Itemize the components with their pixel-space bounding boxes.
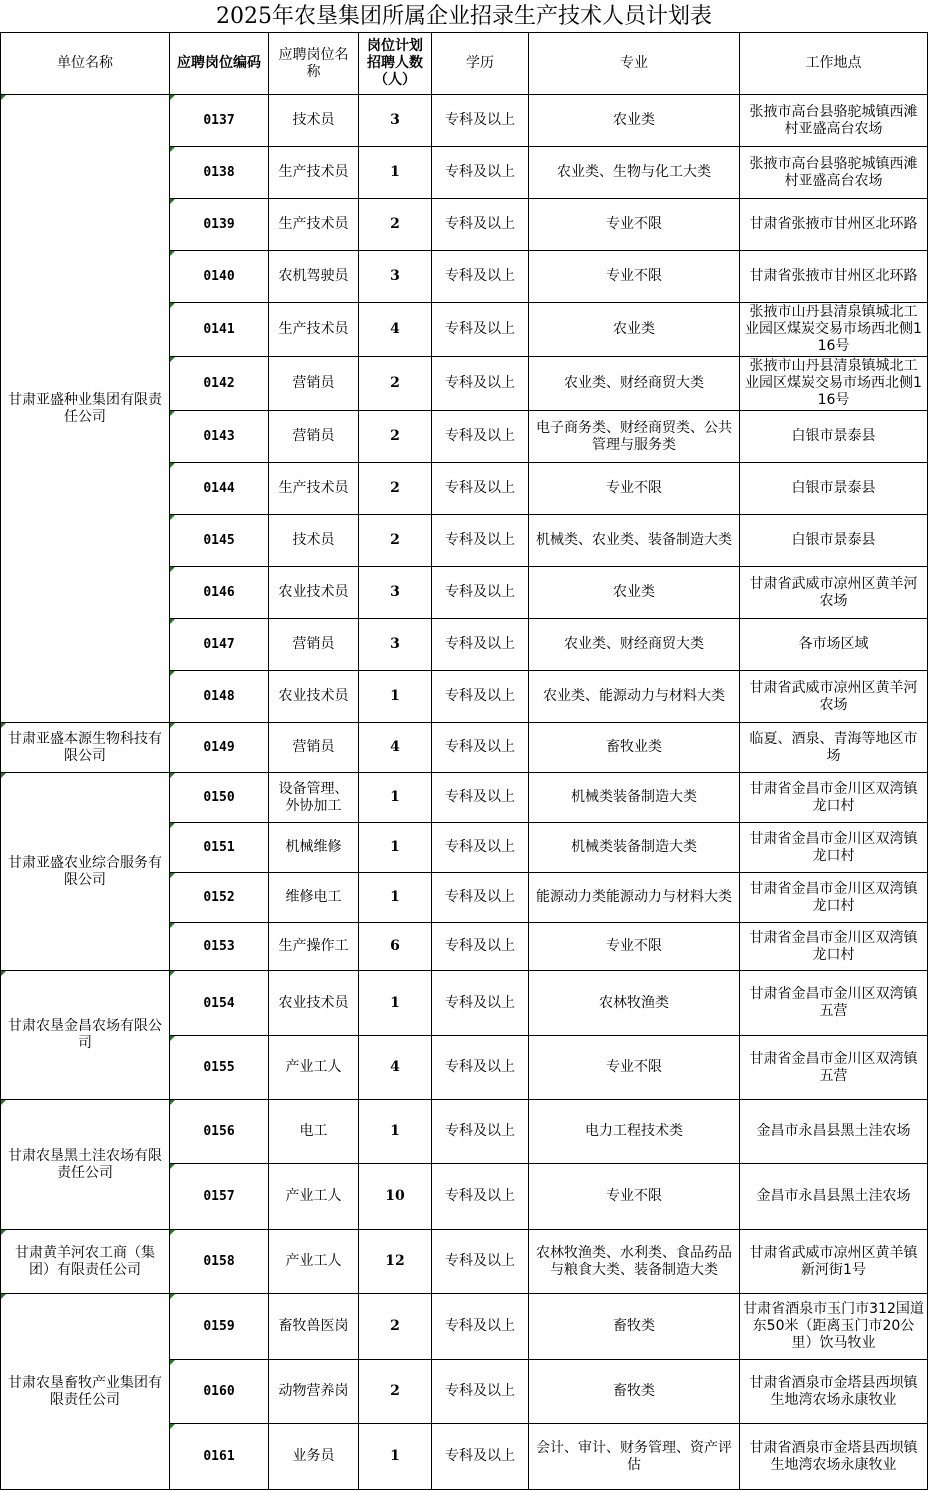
table-body: [1, 95, 928, 1490]
position-name-cell: 生产技术员: [269, 303, 359, 357]
education-cell: 专科及以上: [432, 199, 529, 251]
header-code: 应聘岗位编码: [170, 33, 269, 95]
headcount-cell: 10: [359, 1164, 432, 1230]
position-code-cell: 0152: [170, 873, 269, 923]
position-name-cell: 营销员: [269, 411, 359, 463]
position-name-cell: 营销员: [269, 357, 359, 411]
headcount-cell: 1: [359, 147, 432, 199]
headcount-cell: 3: [359, 567, 432, 619]
major-cell: 农业类: [529, 303, 740, 357]
location-cell: 甘肃省张掖市甘州区北环路: [740, 199, 928, 251]
position-code-cell: 0148: [170, 671, 269, 723]
header-unit: 单位名称: [1, 33, 170, 95]
position-code-cell: 0160: [170, 1360, 269, 1424]
major-cell: 机械类装备制造大类: [529, 773, 740, 823]
location-cell: 甘肃省金昌市金川区双湾镇龙口村: [740, 923, 928, 971]
location-cell: 白银市景泰县: [740, 515, 928, 567]
unit-name-cell: 甘肃亚盛农业综合服务有限公司: [1, 773, 170, 971]
unit-name-cell: 甘肃农垦黑土洼农场有限责任公司: [1, 1100, 170, 1230]
table-row: [1, 1100, 928, 1164]
position-code-cell: 0159: [170, 1294, 269, 1360]
location-cell: 张掖市山丹县清泉镇城北工业园区煤炭交易市场西北侧116号: [740, 303, 928, 357]
position-code-cell: 0155: [170, 1036, 269, 1100]
location-cell: 张掖市高台县骆驼城镇西滩村亚盛高台农场: [740, 147, 928, 199]
recruitment-table: [0, 32, 928, 1490]
table-row: [1, 773, 928, 823]
location-cell: 甘肃省金昌市金川区双湾镇龙口村: [740, 773, 928, 823]
major-cell: 农业类: [529, 567, 740, 619]
education-cell: 专科及以上: [432, 147, 529, 199]
location-cell: 甘肃省武威市凉州区黄羊河农场: [740, 671, 928, 723]
position-code-cell: 0144: [170, 463, 269, 515]
position-code-cell: 0146: [170, 567, 269, 619]
position-code-cell: 0147: [170, 619, 269, 671]
headcount-cell: 12: [359, 1230, 432, 1294]
major-cell: 农业类、财经商贸大类: [529, 619, 740, 671]
major-cell: 专业不限: [529, 1036, 740, 1100]
position-name-cell: 动物营养岗: [269, 1360, 359, 1424]
position-name-cell: 农机驾驶员: [269, 251, 359, 303]
unit-name-cell: 甘肃黄羊河农工商（集团）有限责任公司: [1, 1230, 170, 1294]
position-code-cell: 0141: [170, 303, 269, 357]
education-cell: 专科及以上: [432, 411, 529, 463]
major-cell: 农业类: [529, 95, 740, 147]
headcount-cell: 1: [359, 1424, 432, 1490]
position-name-cell: 畜牧兽医岗: [269, 1294, 359, 1360]
header-post: 应聘岗位名称: [269, 33, 359, 95]
headcount-cell: 2: [359, 199, 432, 251]
position-code-cell: 0140: [170, 251, 269, 303]
position-code-cell: 0154: [170, 971, 269, 1036]
education-cell: 专科及以上: [432, 923, 529, 971]
header-major: 专业: [529, 33, 740, 95]
position-code-cell: 0153: [170, 923, 269, 971]
education-cell: 专科及以上: [432, 619, 529, 671]
major-cell: 畜牧业类: [529, 723, 740, 773]
position-name-cell: 农业技术员: [269, 971, 359, 1036]
headcount-cell: 2: [359, 515, 432, 567]
education-cell: 专科及以上: [432, 1230, 529, 1294]
location-cell: 张掖市高台县骆驼城镇西滩村亚盛高台农场: [740, 95, 928, 147]
headcount-cell: 1: [359, 773, 432, 823]
major-cell: 农业类、能源动力与材料大类: [529, 671, 740, 723]
major-cell: 会计、审计、财务管理、资产评估: [529, 1424, 740, 1490]
headcount-cell: 4: [359, 303, 432, 357]
location-cell: 甘肃省武威市凉州区黄羊河农场: [740, 567, 928, 619]
position-name-cell: 营销员: [269, 619, 359, 671]
table-row: [1, 723, 928, 773]
header-count: 岗位计划招聘人数（人）: [359, 33, 432, 95]
location-cell: 临夏、酒泉、青海等地区市场: [740, 723, 928, 773]
position-code-cell: 0137: [170, 95, 269, 147]
header-education: 学历: [432, 33, 529, 95]
major-cell: 农业类、财经商贸大类: [529, 357, 740, 411]
position-name-cell: 技术员: [269, 95, 359, 147]
position-name-cell: 产业工人: [269, 1036, 359, 1100]
headcount-cell: 2: [359, 1360, 432, 1424]
position-name-cell: 产业工人: [269, 1230, 359, 1294]
position-name-cell: 维修电工: [269, 873, 359, 923]
position-code-cell: 0157: [170, 1164, 269, 1230]
headcount-cell: 1: [359, 823, 432, 873]
major-cell: 专业不限: [529, 251, 740, 303]
major-cell: 机械类装备制造大类: [529, 823, 740, 873]
education-cell: 专科及以上: [432, 1100, 529, 1164]
position-code-cell: 0150: [170, 773, 269, 823]
table-row: [1, 971, 928, 1036]
education-cell: 专科及以上: [432, 1294, 529, 1360]
headcount-cell: 3: [359, 95, 432, 147]
headcount-cell: 4: [359, 723, 432, 773]
location-cell: 甘肃省金昌市金川区双湾镇五营: [740, 1036, 928, 1100]
education-cell: 专科及以上: [432, 567, 529, 619]
unit-name-cell: 甘肃亚盛本源生物科技有限公司: [1, 723, 170, 773]
major-cell: 农林牧渔类: [529, 971, 740, 1036]
position-code-cell: 0138: [170, 147, 269, 199]
location-cell: 张掖市山丹县清泉镇城北工业园区煤炭交易市场西北侧116号: [740, 357, 928, 411]
unit-name-cell: 甘肃农垦畜牧产业集团有限责任公司: [1, 1294, 170, 1490]
headcount-cell: 6: [359, 923, 432, 971]
position-code-cell: 0161: [170, 1424, 269, 1490]
position-name-cell: 技术员: [269, 515, 359, 567]
education-cell: 专科及以上: [432, 773, 529, 823]
table-row: [1, 1294, 928, 1360]
major-cell: 畜牧类: [529, 1294, 740, 1360]
location-cell: 金昌市永昌县黑土洼农场: [740, 1164, 928, 1230]
major-cell: 专业不限: [529, 1164, 740, 1230]
position-name-cell: 产业工人: [269, 1164, 359, 1230]
education-cell: 专科及以上: [432, 1036, 529, 1100]
major-cell: 专业不限: [529, 463, 740, 515]
headcount-cell: 2: [359, 411, 432, 463]
location-cell: 甘肃省金昌市金川区双湾镇龙口村: [740, 823, 928, 873]
location-cell: 金昌市永昌县黑土洼农场: [740, 1100, 928, 1164]
education-cell: 专科及以上: [432, 463, 529, 515]
position-name-cell: 机械维修: [269, 823, 359, 873]
location-cell: 甘肃省张掖市甘州区北环路: [740, 251, 928, 303]
education-cell: 专科及以上: [432, 357, 529, 411]
position-name-cell: 业务员: [269, 1424, 359, 1490]
education-cell: 专科及以上: [432, 1164, 529, 1230]
headcount-cell: 1: [359, 671, 432, 723]
location-cell: 甘肃省酒泉市金塔县西坝镇生地湾农场永康牧业: [740, 1424, 928, 1490]
major-cell: 能源动力类能源动力与材料大类: [529, 873, 740, 923]
position-code-cell: 0151: [170, 823, 269, 873]
major-cell: 专业不限: [529, 199, 740, 251]
header-location: 工作地点: [740, 33, 928, 95]
position-name-cell: 生产操作工: [269, 923, 359, 971]
major-cell: 农业类、生物与化工大类: [529, 147, 740, 199]
unit-name-cell: 甘肃农垦金昌农场有限公司: [1, 971, 170, 1100]
major-cell: 电力工程技术类: [529, 1100, 740, 1164]
position-name-cell: 设备管理、外协加工: [269, 773, 359, 823]
position-code-cell: 0149: [170, 723, 269, 773]
major-cell: 电子商务类、财经商贸类、公共管理与服务类: [529, 411, 740, 463]
position-code-cell: 0139: [170, 199, 269, 251]
education-cell: 专科及以上: [432, 95, 529, 147]
major-cell: 机械类、农业类、装备制造大类: [529, 515, 740, 567]
table-row: [1, 95, 928, 147]
major-cell: 农林牧渔类、水利类、食品药品与粮食大类、装备制造大类: [529, 1230, 740, 1294]
position-code-cell: 0156: [170, 1100, 269, 1164]
headcount-cell: 3: [359, 251, 432, 303]
position-code-cell: 0145: [170, 515, 269, 567]
major-cell: 畜牧类: [529, 1360, 740, 1424]
position-name-cell: 电工: [269, 1100, 359, 1164]
education-cell: 专科及以上: [432, 873, 529, 923]
headcount-cell: 1: [359, 971, 432, 1036]
headcount-cell: 2: [359, 357, 432, 411]
education-cell: 专科及以上: [432, 251, 529, 303]
location-cell: 甘肃省武威市凉州区黄羊镇新河街1号: [740, 1230, 928, 1294]
education-cell: 专科及以上: [432, 671, 529, 723]
position-code-cell: 0158: [170, 1230, 269, 1294]
unit-name-cell: 甘肃亚盛种业集团有限责任公司: [1, 95, 170, 723]
position-name-cell: 生产技术员: [269, 147, 359, 199]
location-cell: 甘肃省酒泉市金塔县西坝镇生地湾农场永康牧业: [740, 1360, 928, 1424]
table-row: [1, 1230, 928, 1294]
location-cell: 白银市景泰县: [740, 411, 928, 463]
location-cell: 甘肃省金昌市金川区双湾镇五营: [740, 971, 928, 1036]
location-cell: 白银市景泰县: [740, 463, 928, 515]
education-cell: 专科及以上: [432, 1360, 529, 1424]
headcount-cell: 3: [359, 619, 432, 671]
position-name-cell: 生产技术员: [269, 199, 359, 251]
major-cell: 专业不限: [529, 923, 740, 971]
position-name-cell: 农业技术员: [269, 567, 359, 619]
position-name-cell: 农业技术员: [269, 671, 359, 723]
headcount-cell: 4: [359, 1036, 432, 1100]
headcount-cell: 2: [359, 1294, 432, 1360]
position-name-cell: 生产技术员: [269, 463, 359, 515]
education-cell: 专科及以上: [432, 1424, 529, 1490]
location-cell: 甘肃省金昌市金川区双湾镇龙口村: [740, 873, 928, 923]
position-code-cell: 0143: [170, 411, 269, 463]
education-cell: 专科及以上: [432, 515, 529, 567]
position-name-cell: 营销员: [269, 723, 359, 773]
location-cell: 甘肃省酒泉市玉门市312国道东50米（距离玉门市20公里）饮马牧业: [740, 1294, 928, 1360]
education-cell: 专科及以上: [432, 971, 529, 1036]
education-cell: 专科及以上: [432, 823, 529, 873]
position-code-cell: 0142: [170, 357, 269, 411]
education-cell: 专科及以上: [432, 723, 529, 773]
page-title: 2025年农垦集团所属企业招录生产技术人员计划表: [216, 4, 712, 29]
location-cell: 各市场区域: [740, 619, 928, 671]
education-cell: 专科及以上: [432, 303, 529, 357]
headcount-cell: 2: [359, 463, 432, 515]
headcount-cell: 1: [359, 873, 432, 923]
headcount-cell: 1: [359, 1100, 432, 1164]
